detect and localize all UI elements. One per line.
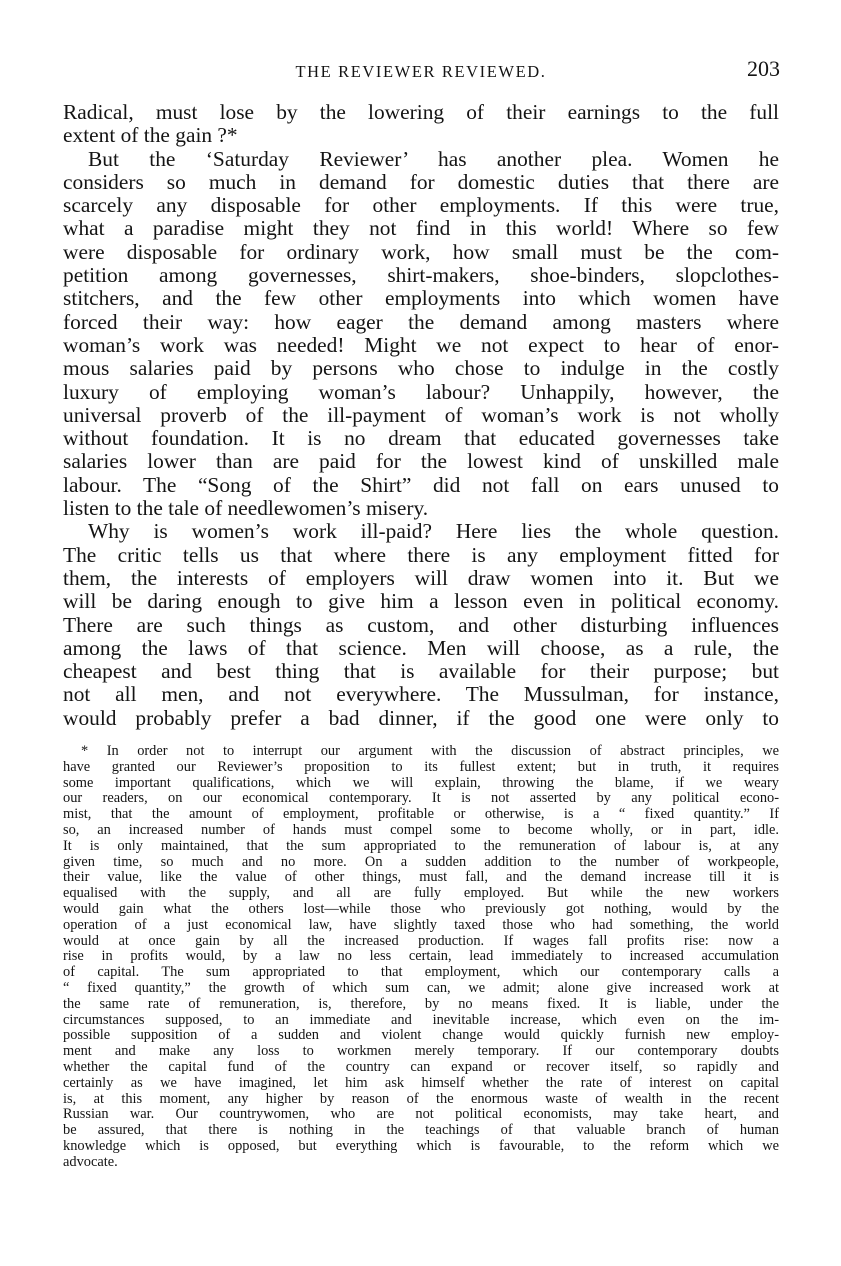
footnote-line: rise in profits would, by a law no less certain, lead immediately to increased accumulation [63, 948, 779, 965]
page-header [62, 56, 780, 86]
footnote-line: have granted our Reviewer’s proposition to its fullest extent; but in truth, it requires [63, 758, 779, 775]
body-line: were disposable for ordinary work, how small must be the com- [63, 239, 779, 264]
body-line: Why is women’s work ill-paid? Here lies the whole question. [88, 519, 779, 544]
footnote-line: whether the capital fund of the country can expand or recover itself, so rapidly and [63, 1058, 779, 1075]
body-line: universal proverb of the ill-payment of woman’s work is not wholly [63, 402, 779, 427]
body-line: salaries lower than are paid for the lowest kind of unskilled male [63, 449, 779, 474]
body-line: woman’s work was needed! Might we not expect to hear of enor- [63, 332, 779, 357]
body-line: There are such things as custom, and other disturbing influences [63, 612, 779, 637]
footnote-line: equalised with the supply, and all are fully employed. But while the new workers [63, 885, 779, 902]
footnote-line: our readers, on our economical contemporary. It is not asserted by any political econo- [63, 790, 779, 807]
footnote-line: given time, so much and no more. On a sudden addition to the number of workpeople, [63, 853, 779, 870]
body-line: labour. The “Song of the Shirt” did not fall on ears unused to [63, 472, 779, 497]
footnote-line: knowledge which is opposed, but everything which is favourable, to the reform which we [63, 1137, 779, 1154]
footnote-line: advocate. [63, 1153, 118, 1170]
body-line: forced their way: how eager the demand among masters where [63, 309, 779, 334]
page-number: 203 [747, 56, 780, 81]
footnote-line: of capital. The sum appropriated to that employment, which our contemporary calls a [63, 964, 779, 981]
body-line: But the ‘Saturday Reviewer’ has another plea. Women he [88, 146, 779, 171]
body-line: will be daring enough to give him a lesson even in political economy. [63, 589, 779, 614]
footnote-line: would at once gain by all the increased production. If wages fall profits rise: now a [63, 932, 779, 949]
footnote-line: ment and make any loss to workmen merely temporary. If our contemporary doubts [63, 1043, 779, 1060]
body-line: Radical, must lose by the lowering of their earnings to the full [63, 100, 779, 124]
footnote-line: possible supposition of a sudden and violent change would quickly furnish new employ- [63, 1027, 779, 1044]
main-text [63, 101, 779, 730]
footnote-line: operation of a just economical law, have slightly taxed those who had something, the world [63, 916, 779, 933]
footnote-line: would gain what the others lost—while those who previously got nothing, would by the [63, 900, 779, 917]
footnote [63, 744, 779, 1171]
body-line: without foundation. It is no dream that educated governesses take [63, 426, 779, 451]
running-title: THE REVIEWER REVIEWED. [295, 62, 547, 81]
footnote-line: “ fixed quantity,” the growth of which sum can, we admit; alone give increased work at [63, 979, 779, 996]
body-line: cheapest and best thing that is available for their purpose; but [63, 659, 779, 684]
footnote-line: mist, that the amount of employment, profitable or otherwise, is a “ fixed quantity.” If [63, 806, 779, 823]
body-line: would probably prefer a bad dinner, if the good one were only to [63, 705, 779, 730]
body-line: listen to the tale of needlewomen’s misery. [63, 496, 429, 521]
footnote-line: their value, like the value of other things, must fall, and the demand increase till it is [63, 869, 779, 886]
footnote-line: so, an increased number of hands must compel some to become wholly, or in part, idle. [63, 821, 779, 838]
body-line: not all men, and not everywhere. The Mussulman, for instance, [63, 682, 779, 707]
footnote-line: be assured, that there is nothing in the teachings of that valuable branch of human [63, 1122, 779, 1139]
body-line: among the laws of that science. Men will choose, as a rule, the [63, 635, 779, 660]
footnote-line: It is only maintained, that the sum appropriated to the remuneration of labour is, at any [63, 837, 779, 854]
footnote-line: * In order not to interrupt our argument with the discussion of abstract principles, we [81, 743, 779, 759]
footnote-line: circumstances supposed, to an immediate and inevitable increase, which even on the im- [63, 1011, 779, 1028]
body-line: luxury of employing woman’s labour? Unhappily, however, the [63, 379, 779, 404]
body-line: stitchers, and the few other employments into which women have [63, 286, 779, 311]
footnote-line: some important qualifications, which we will explain, throwing the blame, if we weary [63, 774, 779, 791]
body-line: petition among governesses, shirt-makers, shoe-binders, slopclothes- [63, 263, 779, 288]
footnote-line: the same rate of remuneration, is, therefore, by no means fixed. It is liable, under the [63, 995, 779, 1012]
footnote-line: is, at this moment, any higher by reason of the enormous waste of wealth in the recent [63, 1090, 779, 1107]
body-line: extent of the gain ?* [63, 123, 238, 148]
body-line: The critic tells us that where there is any employment fitted for [63, 542, 779, 567]
body-line: scarcely any disposable for other employments. If this were true, [63, 193, 779, 218]
body-line: considers so much in demand for domestic duties that there are [63, 169, 779, 194]
body-line: mous salaries paid by persons who chose to indulge in the costly [63, 356, 779, 381]
footnote-line: Russian war. Our countrywomen, who are not political economists, may take heart, and [63, 1106, 779, 1123]
body-line: what a paradise might they not find in this world! Where so few [63, 216, 779, 241]
footnote-line: certainly as we have imagined, let him ask himself whether the rate of interest on capital [63, 1074, 779, 1091]
body-line: them, the interests of employers will draw women into it. But we [63, 565, 779, 590]
